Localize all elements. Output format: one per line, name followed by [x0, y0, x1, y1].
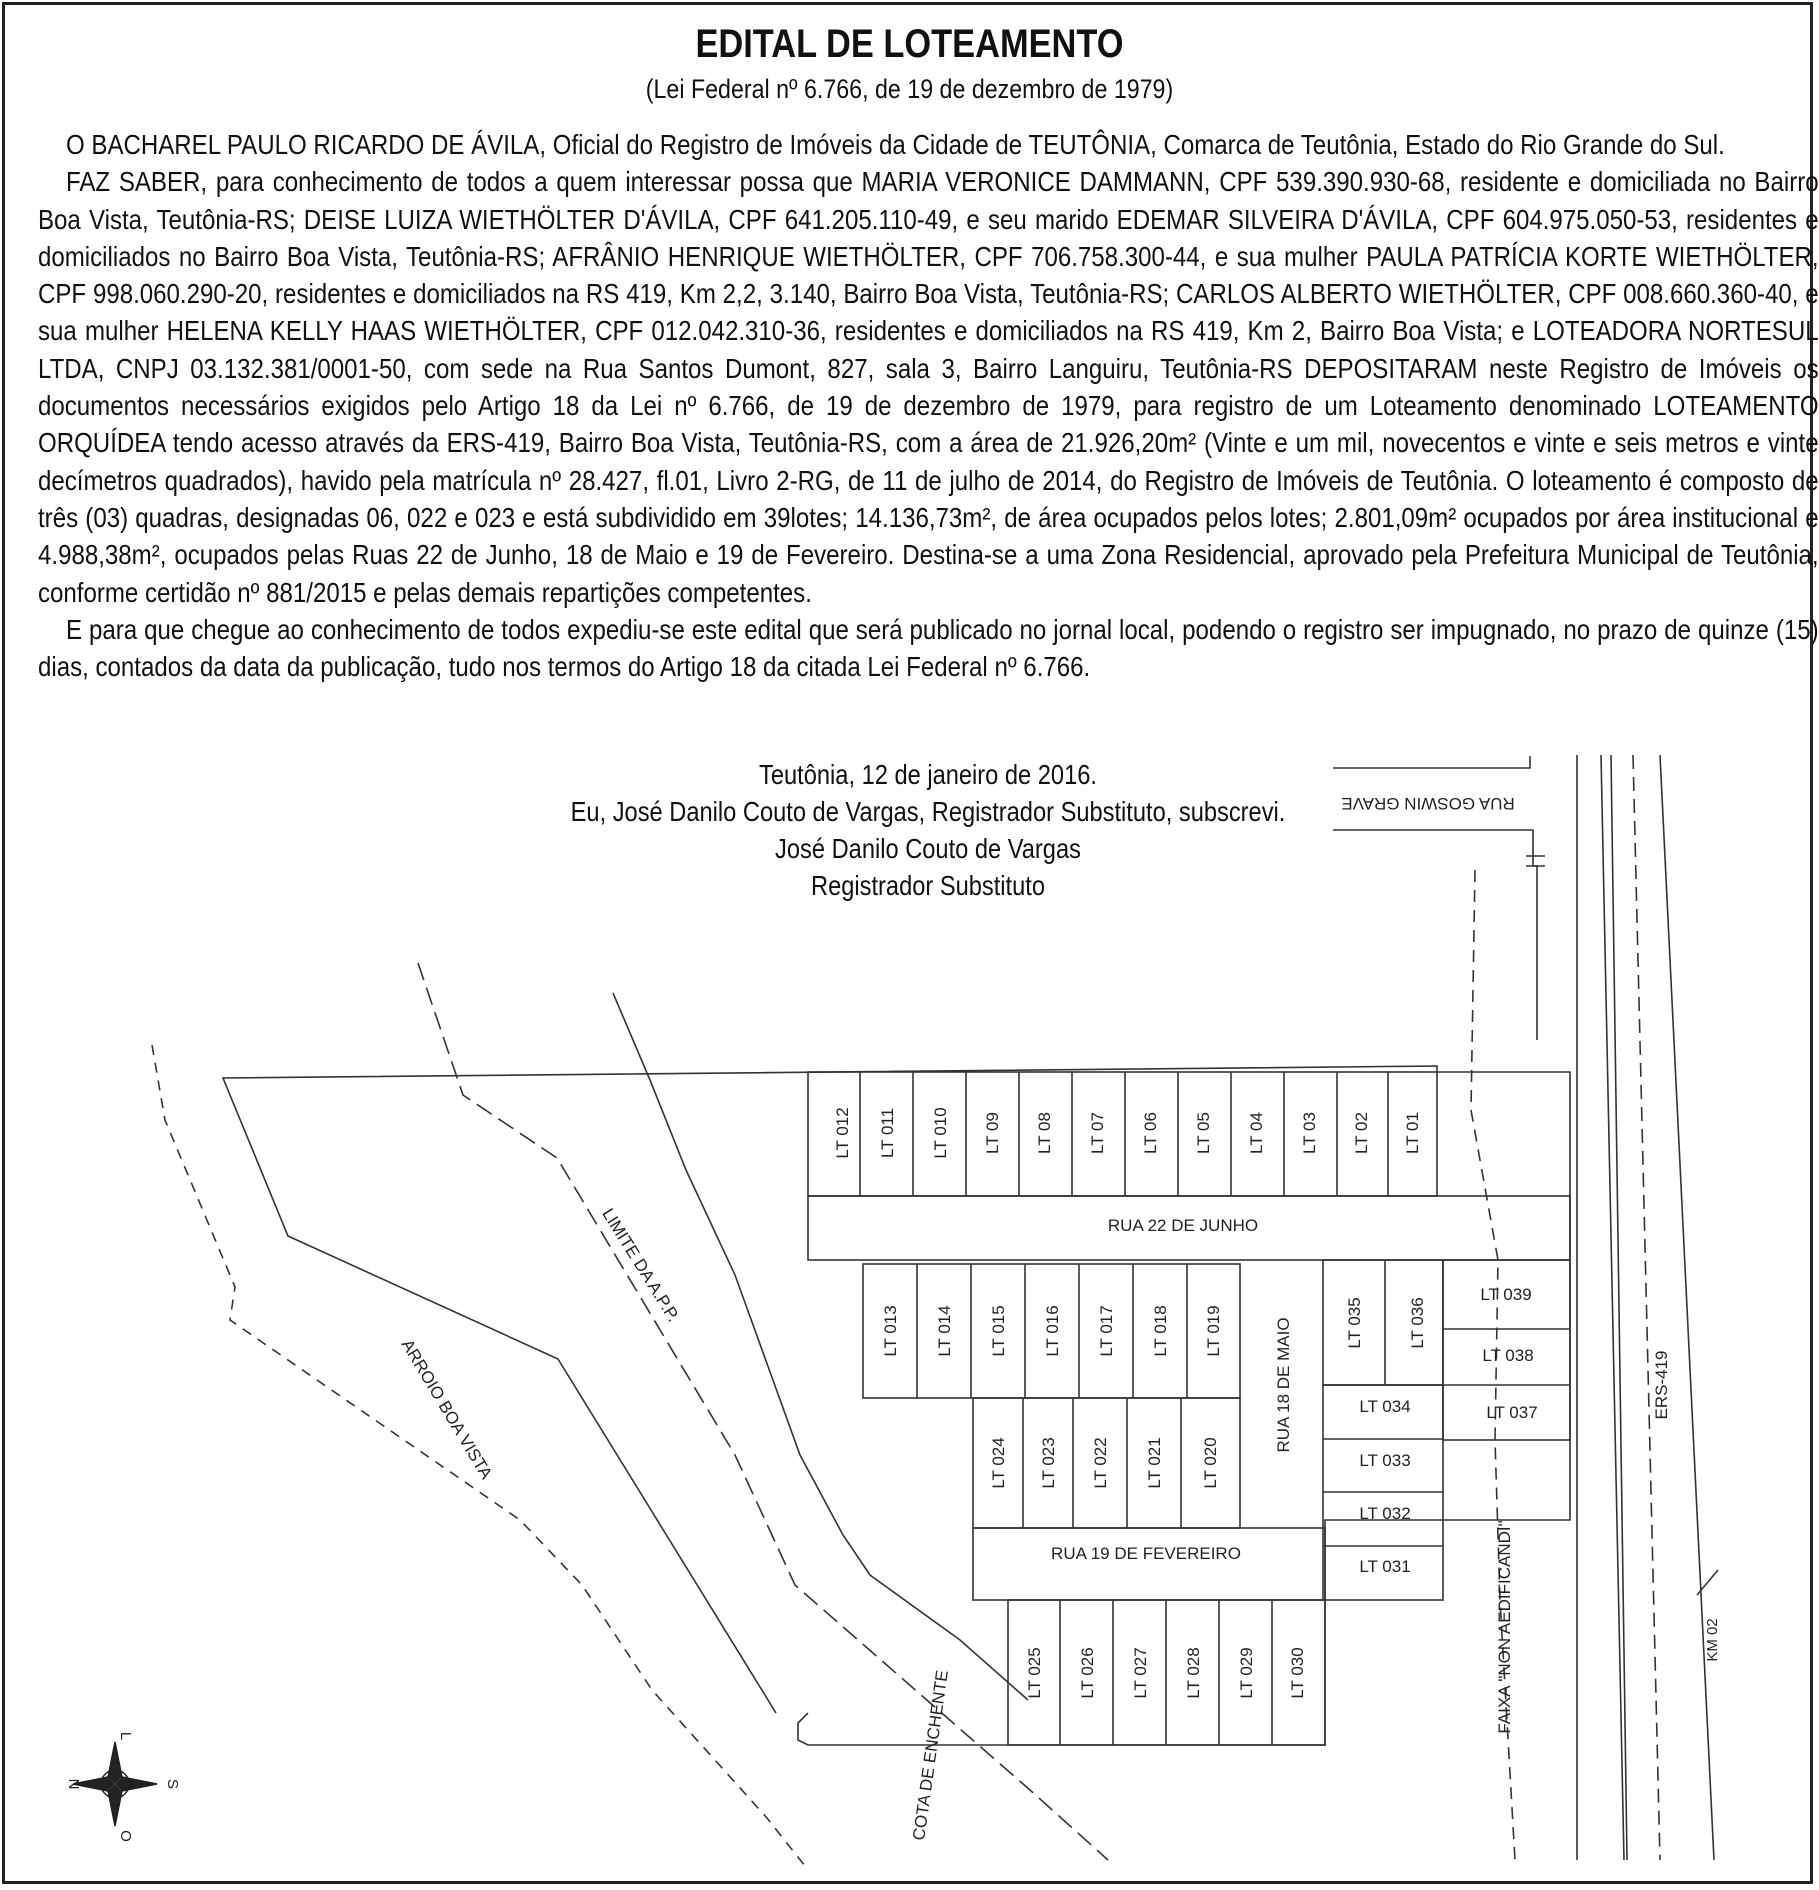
- faixa-label: FAIXA "NON AEDIFICANDI": [1495, 1520, 1514, 1734]
- lot-label: LT 024: [989, 1437, 1008, 1489]
- lot-label: LT 029: [1237, 1647, 1256, 1699]
- app-label: LIMITE DA A.P.P.: [598, 1205, 684, 1326]
- lot-label: LT 028: [1184, 1647, 1203, 1699]
- compass-s: S: [164, 1778, 181, 1790]
- lot-label: LT 08: [1035, 1112, 1054, 1154]
- paragraph-faz-saber: FAZ SABER, para conhecimento de todos a quem interessar possa que MARIA VERONICE DAMMANN, CPF 539.390.930-68, residente e domiciliada no Bairro Boa Vista, Teutônia-RS; DEISE LUIZA WIETHÖLTER D'ÁVILA, CPF 641.205.110-49, e seu marido EDEMAR SILVEIRA D'ÁVILA, CPF 604.975.050-53, residentes e domiciliados no Bairro Boa Vista, Teutônia-RS; AFRÂNIO HENRIQUE WIETHÖLTER, CPF 706.758.300-44, e sua mulher PAULA PATRÍCIA KORTE WIETHÖLTER, CPF 998.060.290-20, residentes e domiciliados na RS 419, Km 2,2, 3.140, Bairro Boa Vista, Teutônia-RS; CARLOS ALBERTO WIETHÖLTER, CPF 008.660.360-40, e sua mulher HELENA KELLY HAAS WIETHÖLTER, CPF 012.042.310-36, residentes e domiciliados na RS 419, Km 2, Bairro Boa Vista; e LOTEADORA NORTESUL LTDA, CNPJ 03.132.381/0001-50, com sede na Rua Santos Dumont, 827, sala 3, Bairro Languiru, Teutônia-RS DEPOSITARAM neste Registro de Imóveis os documentos necessários exigidos pelo Artigo 18 da Lei nº 6.766, de 19 de dezembro de 1979, para registro de um Loteamento denominado LOTEAMENTO ORQUÍDEA tendo acesso através da ERS-419, Bairro Boa Vista, Teutônia-RS, com a área de 21.926,20m² (Vinte e um mil, novecentos e vinte e seis metros e vinte decímetros quadrados), havido pela matrícula nº 28.427, fl.01, Livro 2-RG, de 11 de julho de 2014, do Registro de Imóveis de Teutônia. O loteamento é composto de três (03) quadras, designadas 06, 022 e 023 e está subdividido em 39lotes; 14.136,73m², de área ocupados pelos lotes; 2.801,09m² ocupados por área institucional e 4.988,38m², ocupados pelas Ruas 22 de Junho, 18 de Maio e 19 de Fevereiro. Destina-se a uma Zona Residencial, aprovado pela Prefeitura Municipal de Teutônia, conforme certidão nº 881/2015 e pelas demais repartições competentes.: [38, 166, 1819, 608]
- signer-name: José Danilo Couto de Vargas: [775, 833, 1081, 864]
- lot-label: LT 01: [1403, 1112, 1422, 1154]
- ers-road-lines: [1577, 755, 1627, 1860]
- lot-label: LT 011: [878, 1107, 897, 1159]
- lot-label: LT 02: [1352, 1112, 1371, 1154]
- signer-role: Registrador Substituto: [810, 870, 1046, 901]
- compass-rose: [65, 1732, 181, 1842]
- goswin-label: RUA GOSWIN GRAVE: [1341, 794, 1515, 813]
- lot-label: LT 034: [1359, 1397, 1411, 1416]
- lot-label: LT 012: [833, 1107, 852, 1159]
- lot-label: LT 019: [1204, 1305, 1223, 1357]
- lot-label: LT 039: [1480, 1285, 1532, 1304]
- street-labels: [1051, 794, 1721, 1662]
- place-date: Teutônia, 12 de janeiro de 2016.: [759, 759, 1097, 790]
- lot-label: LT 06: [1141, 1112, 1160, 1154]
- compass-n: N: [65, 1778, 82, 1790]
- rua-22-label: RUA 22 DE JUNHO: [1107, 1216, 1259, 1235]
- lot-labels-mid-upper: [881, 1305, 1223, 1356]
- lot-label: LT 025: [1025, 1647, 1044, 1699]
- paragraph-publication: E para que chegue ao conhecimento de todos expediu-se este edital que será publicado no jornal local, podendo o registro ser impugnado, no prazo de quinze (15) dias, contados da data da publicação, tudo nos termos do Artigo 18 da citada Lei Federal nº 6.766.: [38, 613, 1819, 683]
- lot-label: LT 037: [1486, 1403, 1538, 1422]
- ers-outer: [1660, 755, 1714, 1860]
- lot-label: LT 027: [1131, 1647, 1150, 1699]
- lot-label: LT 023: [1039, 1437, 1058, 1489]
- lot-label: LT 017: [1097, 1305, 1116, 1357]
- lot-labels-top: [833, 1107, 1422, 1158]
- rua-19-label: RUA 19 DE FEVEREIRO: [1051, 1544, 1241, 1563]
- lot-label: LT 03: [1300, 1112, 1319, 1154]
- lot-label: LT 020: [1201, 1437, 1220, 1489]
- paragraph-officer: O BACHAREL PAULO RICARDO DE ÁVILA, Oficial do Registro de Imóveis da Cidade de TEUTÔNIA, Comarca de Teutônia, Estado do Rio Grande do Sul.: [66, 129, 1725, 160]
- compass-o: O: [117, 1830, 134, 1842]
- lot-label: LT 05: [1194, 1112, 1213, 1154]
- ers-label: ERS-419: [1652, 1350, 1671, 1420]
- lot-label: LT 018: [1151, 1305, 1170, 1357]
- lot-label: LT 031: [1359, 1557, 1411, 1576]
- lot-label: LT 014: [935, 1305, 954, 1357]
- lot-label: LT 016: [1043, 1305, 1062, 1357]
- lot-label: LT 036: [1408, 1297, 1427, 1349]
- rua-18-label: RUA 18 DE MAIO: [1274, 1317, 1293, 1453]
- lot-label: LT 07: [1088, 1112, 1107, 1154]
- block-top-outline: [808, 1072, 1437, 1196]
- lot-label: LT 021: [1145, 1437, 1164, 1489]
- km-label: KM 02: [1704, 1618, 1721, 1662]
- rua-19-strip: [973, 1528, 1325, 1600]
- lot-label: LT 026: [1078, 1647, 1097, 1699]
- page-title: EDITAL DE LOTEAMENTO: [695, 22, 1124, 66]
- lot-label: LT 04: [1247, 1112, 1266, 1154]
- lot-label: LT 022: [1091, 1437, 1110, 1489]
- lot-label: LT 013: [881, 1305, 900, 1357]
- app-limit-line: [418, 963, 1108, 1860]
- lot-label: LT 038: [1482, 1346, 1534, 1365]
- arroio-label: ARROIO BOA VISTA: [397, 1335, 496, 1483]
- page-subtitle: (Lei Federal nº 6.766, de 19 de dezembro de 1979): [645, 74, 1174, 104]
- lot-label: LT 010: [931, 1107, 950, 1159]
- compass-l: L: [117, 1731, 134, 1741]
- subscription-line: Eu, José Danilo Couto de Vargas, Registrador Substituto, subscrevi.: [570, 796, 1286, 827]
- lot-label: LT 035: [1345, 1297, 1364, 1349]
- goswin-marker: [1526, 856, 1545, 866]
- lot-label: LT 09: [983, 1112, 1002, 1154]
- lot-label: LT 032: [1359, 1504, 1411, 1523]
- ers-dashed-centre: [1633, 755, 1660, 1860]
- lot-label: LT 015: [989, 1305, 1008, 1357]
- cota-label: COTA DE ENCHENTE: [909, 1668, 952, 1842]
- lot-label: LT 030: [1288, 1647, 1307, 1699]
- lot-label: LT 033: [1359, 1451, 1411, 1470]
